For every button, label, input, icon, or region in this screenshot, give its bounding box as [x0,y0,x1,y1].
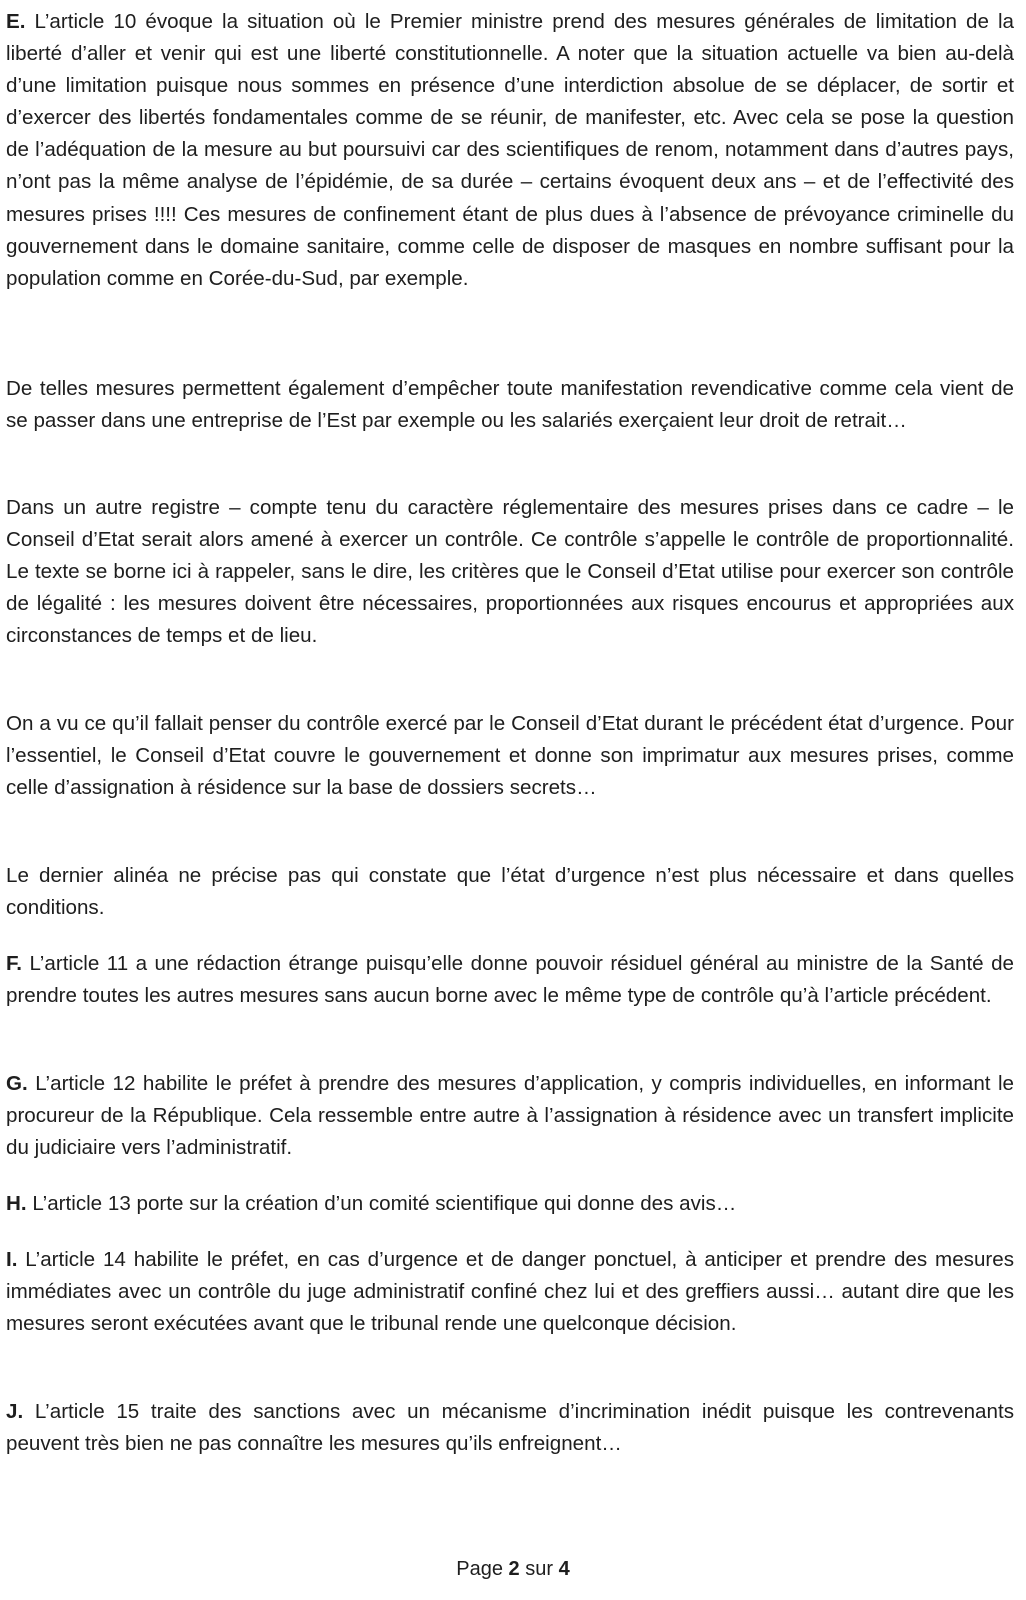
paragraph-dernier-alinea [6,860,1014,924]
paragraph-text: L’article 10 évoque la situation où le Premier ministre prend des mesures générales de limitation de la liberté d’aller et venir qui est une liberté constitutionnelle. A noter que la situation actuelle va bien au-delà d’une limitation puisque nous sommes en présence d’une interdiction absolue de se déplacer, de sortir et d’exercer des libertés fondamentales comme de se réunir, de manifester, etc. Avec cela se pose la question de l’adéquation de la mesure au but poursuivi car des scientifiques de renom, notamment dans d’autres pays, n’ont pas la même analyse de l’épidémie, de sa durée – certains évoquent deux ans – et de l’effectivité des mesures prises !!!! Ces mesures de confinement étant de plus dues à l’absence de prévoyance criminelle du gouvernement dans le domaine sanitaire, comme celle de disposer de masques en nombre suffisant pour la population comme en Corée-du-Sud, par exemple. [6,10,1014,290]
paragraph-lead-letter: F. [6,952,23,975]
paragraph-lead-letter: I. [6,1248,18,1271]
paragraph-article-11 [6,948,1014,1012]
paragraph-article-15 [6,1396,1014,1460]
paragraph-lead-letter: H. [6,1192,27,1215]
paragraph-text: L’article 14 habilite le préfet, en cas d’urgence et de danger ponctuel, à anticiper et prendre des mesures immédiates avec un contrôle du juge administratif confiné chez lui et des greffiers aussi… autant dire que les mesures seront exécutées avant que le tribunal rende une quelconque décision. [6,1248,1014,1336]
paragraph-manifestation [6,373,1014,437]
page-footer [0,1555,1026,1583]
paragraph-etat-urgence-precedent [6,708,1014,804]
paragraph-text: L’article 11 a une rédaction étrange puisqu’elle donne pouvoir résiduel général au ministre de la Santé de prendre toutes les autres mesures sans aucun borne avec le même type de contrôle qu’à l’article précédent. [6,952,1014,1008]
paragraph-text: De telles mesures permettent également d’empêcher toute manifestation revendicative comme cela vient de se passer dans une entreprise de l’Est par exemple ou les salariés exerçaient leur droit de retrait… [6,377,1014,433]
paragraph-conseil-etat-controle [6,492,1014,652]
paragraph-lead-letter: G. [6,1072,28,1095]
paragraph-lead-letter: E. [6,10,26,33]
paragraph-article-12 [6,1068,1014,1164]
paragraph-article-10 [6,6,1014,295]
paragraph-text: L’article 12 habilite le préfet à prendre des mesures d’application, y compris individuelles, en informant le procureur de la République. Cela ressemble entre autre à l’assignation à résidence avec un transfert implicite du judiciaire vers l’administratif. [6,1072,1014,1160]
paragraph-article-13 [6,1188,1014,1220]
page-separator: sur [525,1558,554,1580]
page-label: Page [456,1558,503,1580]
paragraph-text: L’article 13 porte sur la création d’un comité scientifique qui donne des avis… [26,1192,737,1215]
paragraph-text: Le dernier alinéa ne précise pas qui constate que l’état d’urgence n’est plus nécessaire et dans quelles conditions. [6,864,1014,920]
paragraph-text: On a vu ce qu’il fallait penser du contrôle exercé par le Conseil d’Etat durant le précédent état d’urgence. Pour l’essentiel, le Conseil d’Etat couvre le gouvernement et donne son imprimatur aux mesures prises, comme celle d’assignation à résidence sur la base de dossiers secrets… [6,712,1014,800]
paragraph-article-14 [6,1244,1014,1340]
current-page-number: 2 [508,1558,520,1580]
total-pages-number: 4 [558,1558,570,1580]
paragraph-text: Dans un autre registre – compte tenu du caractère réglementaire des mesures prises dans ce cadre – le Conseil d’Etat serait alors amené à exercer un contrôle. Ce contrôle s’appelle le contrôle de proportionnalité. Le texte se borne ici à rappeler, sans le dire, les critères que le Conseil d’Etat utilise pour exercer son contrôle de légalité : les mesures doivent être nécessaires, proportionnées aux risques encourus et appropriées aux circonstances de temps et de lieu. [6,496,1014,648]
paragraph-lead-letter: J. [6,1400,24,1423]
paragraph-text: L’article 15 traite des sanctions avec un mécanisme d’incrimination inédit puisque les contrevenants peuvent très bien ne pas connaître les mesures qu’ils enfreignent… [6,1400,1014,1456]
